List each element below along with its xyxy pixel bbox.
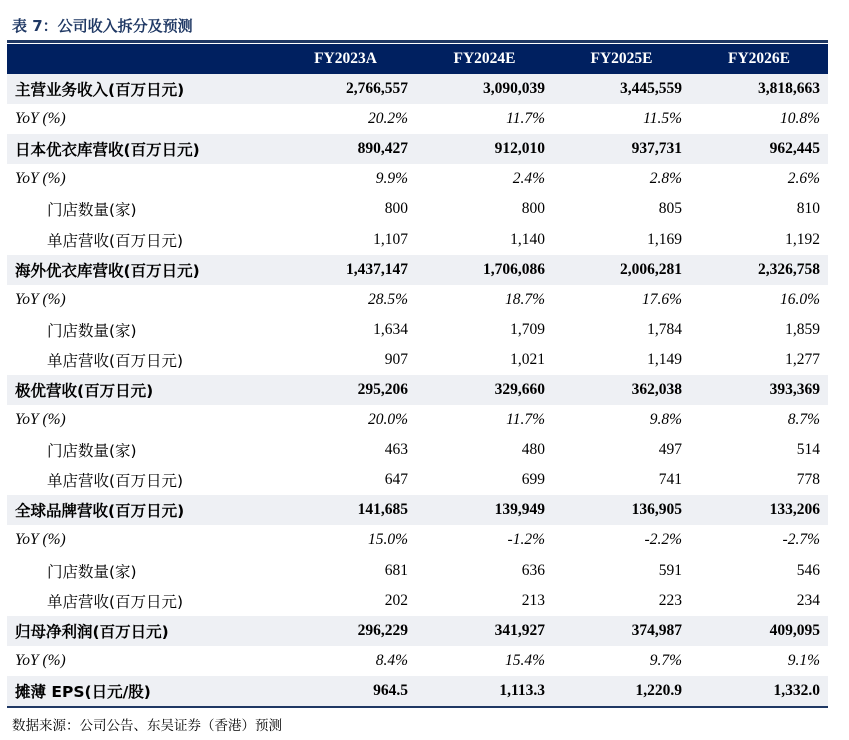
value-cell: 8.7% — [787, 411, 820, 429]
value-cell: 1,220.9 — [553, 676, 690, 707]
value-cell: 2.6% — [787, 170, 820, 188]
row-label: 主营业务收入(百万日元) — [7, 74, 275, 104]
table-row — [7, 224, 828, 254]
value-cell: 3,818,663 — [690, 74, 828, 104]
value-cell: 329,660 — [416, 375, 553, 405]
value-cell: 11.7% — [506, 411, 545, 429]
row-label: YoY (%) — [15, 290, 66, 308]
value-cell: 591 — [658, 561, 682, 579]
table-row — [7, 556, 828, 586]
value-cell: 18.7% — [504, 290, 545, 308]
value-cell: 17.6% — [641, 290, 682, 308]
value-cell: 800 — [384, 200, 408, 218]
table-row — [7, 525, 828, 555]
row-label: 日本优衣库营收(百万日元) — [7, 134, 275, 164]
value-cell: 20.2% — [367, 110, 408, 128]
table-row — [7, 586, 828, 616]
value-cell: 1,149 — [647, 350, 682, 368]
row-label: 单店营收(百万日元) — [47, 472, 184, 491]
value-cell: 3,445,559 — [553, 74, 690, 104]
row-label: 单店营收(百万日元) — [47, 351, 184, 370]
value-cell: 295,206 — [275, 375, 416, 405]
value-cell: 636 — [521, 561, 545, 579]
value-cell: 1,277 — [785, 350, 820, 368]
value-cell: 393,369 — [690, 375, 828, 405]
header-cell-fy2025e: FY2025E — [553, 44, 690, 74]
value-cell: 805 — [658, 200, 682, 218]
value-cell: 912,010 — [416, 134, 553, 164]
row-label: YoY (%) — [15, 411, 66, 429]
value-cell: 139,949 — [416, 495, 553, 525]
value-cell: 1,859 — [785, 320, 820, 338]
value-cell: -1.2% — [507, 531, 545, 549]
row-label: 门店数量(家) — [47, 321, 137, 340]
value-cell: 1,107 — [373, 230, 408, 248]
value-cell: 16.0% — [779, 290, 820, 308]
header-cell-label — [7, 44, 275, 74]
header-cell-fy2023a: FY2023A — [275, 44, 416, 74]
row-label: YoY (%) — [15, 170, 66, 188]
table-row — [7, 495, 828, 525]
value-cell: -2.2% — [644, 531, 682, 549]
value-cell: 341,927 — [416, 616, 553, 646]
value-cell: 10.8% — [779, 110, 820, 128]
value-cell: 907 — [384, 350, 408, 368]
value-cell: 234 — [796, 591, 820, 609]
value-cell: 647 — [384, 471, 408, 489]
value-cell: 2.8% — [649, 170, 682, 188]
value-cell: 11.5% — [643, 110, 682, 128]
value-cell: 1,706,086 — [416, 255, 553, 285]
row-label: 单店营收(百万日元) — [47, 231, 184, 250]
value-cell: 20.0% — [367, 411, 408, 429]
value-cell: 9.9% — [375, 170, 408, 188]
value-cell: 15.4% — [504, 651, 545, 669]
table-row — [7, 164, 828, 194]
header-cell-fy2024e: FY2024E — [416, 44, 553, 74]
forecast-table — [7, 44, 828, 708]
table-row — [7, 345, 828, 375]
value-cell: 141,685 — [275, 495, 416, 525]
value-cell: 2,766,557 — [275, 74, 416, 104]
table-row — [7, 134, 828, 164]
value-cell: 9.1% — [787, 651, 820, 669]
value-cell: 463 — [384, 441, 408, 459]
header-cell-fy2026e: FY2026E — [690, 44, 828, 74]
table-row — [7, 405, 828, 435]
table-row — [7, 375, 828, 405]
table-body — [7, 74, 828, 707]
table-row — [7, 104, 828, 134]
table-row — [7, 676, 828, 707]
value-cell: 514 — [796, 441, 820, 459]
value-cell: 296,229 — [275, 616, 416, 646]
table-row — [7, 194, 828, 224]
value-cell: 1,634 — [373, 320, 408, 338]
value-cell: 9.7% — [649, 651, 682, 669]
value-cell: 28.5% — [367, 290, 408, 308]
value-cell: 15.0% — [367, 531, 408, 549]
value-cell: 810 — [796, 200, 820, 218]
value-cell: 202 — [384, 591, 408, 609]
value-cell: 681 — [384, 561, 408, 579]
value-cell: 1,784 — [647, 320, 682, 338]
row-label: 归母净利润(百万日元) — [7, 616, 275, 646]
table-row — [7, 646, 828, 676]
value-cell: 213 — [521, 591, 545, 609]
table-row — [7, 285, 828, 315]
table-title: 表 7：公司收入拆分及预测 — [12, 17, 193, 35]
table-row — [7, 315, 828, 345]
table-row — [7, 435, 828, 465]
table-row — [7, 74, 828, 104]
value-cell: 362,038 — [553, 375, 690, 405]
row-label: YoY (%) — [15, 531, 66, 549]
value-cell: 778 — [796, 471, 820, 489]
value-cell: 741 — [658, 471, 682, 489]
header-row — [7, 44, 828, 74]
value-cell: 223 — [658, 591, 682, 609]
value-cell: 890,427 — [275, 134, 416, 164]
row-label: 门店数量(家) — [47, 562, 137, 581]
row-label: 全球品牌营收(百万日元) — [7, 495, 275, 525]
value-cell: 3,090,039 — [416, 74, 553, 104]
value-cell: 1,113.3 — [416, 676, 553, 707]
row-label: 门店数量(家) — [47, 442, 137, 461]
value-cell: 1,021 — [510, 350, 545, 368]
source-note: 数据来源：公司公告、东吴证券（香港）预测 — [12, 718, 282, 734]
value-cell: 136,905 — [553, 495, 690, 525]
value-cell: 8.4% — [375, 651, 408, 669]
value-cell: 480 — [521, 441, 545, 459]
top-rule — [7, 40, 828, 43]
value-cell: 546 — [796, 561, 820, 579]
value-cell: 1,192 — [785, 230, 820, 248]
table-row — [7, 255, 828, 285]
table-row — [7, 616, 828, 646]
value-cell: 497 — [658, 441, 682, 459]
value-cell: 800 — [521, 200, 545, 218]
value-cell: -2.7% — [782, 531, 820, 549]
row-label: 摊薄 EPS(日元/股) — [7, 676, 275, 707]
value-cell: 1,332.0 — [690, 676, 828, 707]
value-cell: 11.7% — [506, 110, 545, 128]
value-cell: 1,437,147 — [275, 255, 416, 285]
table-row — [7, 465, 828, 495]
value-cell: 1,709 — [510, 320, 545, 338]
value-cell: 133,206 — [690, 495, 828, 525]
value-cell: 937,731 — [553, 134, 690, 164]
value-cell: 2,006,281 — [553, 255, 690, 285]
value-cell: 962,445 — [690, 134, 828, 164]
row-label: 单店营收(百万日元) — [47, 592, 184, 611]
value-cell: 699 — [521, 471, 545, 489]
value-cell: 1,140 — [510, 230, 545, 248]
value-cell: 2,326,758 — [690, 255, 828, 285]
row-label: 海外优衣库营收(百万日元) — [7, 255, 275, 285]
row-label: YoY (%) — [15, 651, 66, 669]
row-label: YoY (%) — [15, 110, 66, 128]
value-cell: 374,987 — [553, 616, 690, 646]
value-cell: 9.8% — [649, 411, 682, 429]
value-cell: 964.5 — [275, 676, 416, 707]
value-cell: 2.4% — [512, 170, 545, 188]
row-label: 极优营收(百万日元) — [7, 375, 275, 405]
value-cell: 1,169 — [647, 230, 682, 248]
value-cell: 409,095 — [690, 616, 828, 646]
row-label: 门店数量(家) — [47, 201, 137, 220]
